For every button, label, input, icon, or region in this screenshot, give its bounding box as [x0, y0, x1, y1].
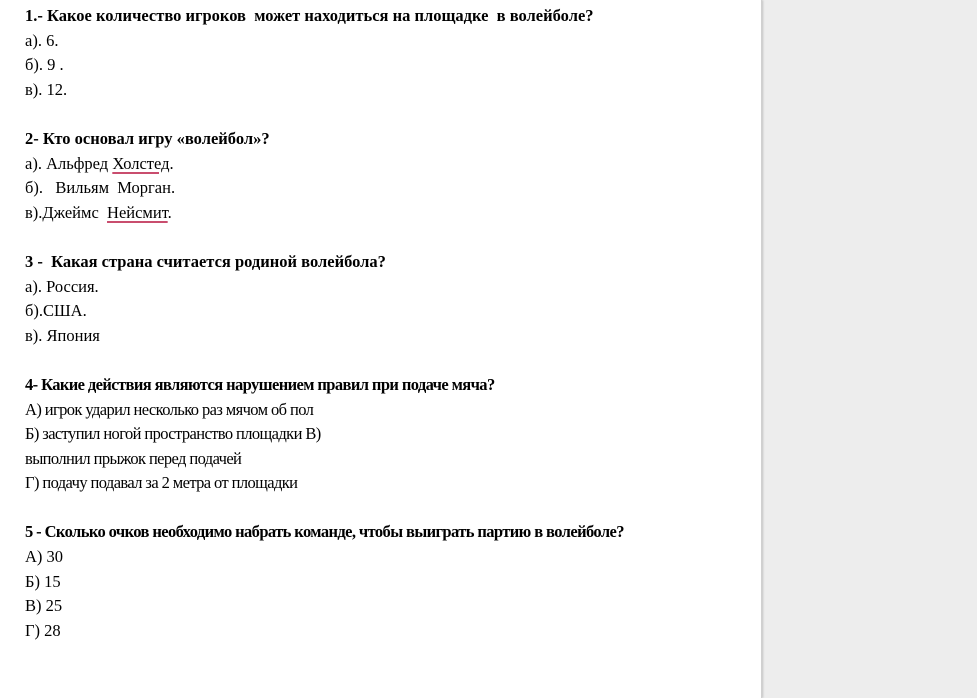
question-2-option-c	[25, 201, 725, 226]
question-2-title: 2- Кто основал игру «волейбол»?	[25, 128, 270, 148]
question-5-option-b: Б) 15	[25, 571, 61, 591]
question-3-option-a: а). Россия.	[25, 276, 99, 296]
option-text: б). Вильям Морган.	[25, 178, 176, 198]
question-4-title: 4- Какие действия являются нарушением правил при подаче мяча?	[25, 374, 495, 394]
question-5-option-c: В) 25	[25, 596, 63, 616]
question-2-option-b	[25, 176, 725, 201]
option-text-suffix: .	[169, 153, 174, 173]
paragraph-spacer	[25, 348, 725, 373]
option-text: в).Джеймс	[25, 202, 108, 222]
document-body	[25, 4, 725, 643]
question-4-option-b-continued: выполнил прыжок перед подачей	[25, 448, 242, 468]
question-4-option-d: Г) подачу подавал за 2 метра от площадки	[25, 473, 298, 493]
option-text: а). Альфред	[25, 153, 113, 173]
question-3-title: 3 - Какая страна считается родиной волейбола?	[25, 251, 386, 271]
question-1-option-c: в). 12.	[25, 79, 68, 99]
paragraph-spacer	[25, 225, 725, 250]
question-2-option-a	[25, 152, 725, 177]
spellcheck-flagged-word[interactable]: Нейсмит	[107, 202, 168, 222]
paragraph-spacer	[25, 102, 725, 127]
option-text-suffix: .	[167, 202, 172, 222]
paragraph-spacer	[25, 496, 725, 521]
question-4-option-a: А) игрок ударил несколько раз мячом об пол	[25, 399, 314, 419]
question-4-option-b: Б) заступил ногой пространство площадки В)	[25, 424, 321, 444]
question-1-option-b: б). 9 .	[25, 55, 64, 75]
question-1-title: 1.- Какое количество игроков может находиться на площадке в волейболе?	[25, 6, 594, 25]
spellcheck-flagged-word[interactable]: Холстед	[112, 153, 170, 173]
question-3-option-c: в). Япония	[25, 325, 100, 345]
question-1-option-a: а). 6.	[25, 30, 59, 50]
question-5-option-d: Г) 28	[25, 620, 61, 640]
question-5-option-a: А) 30	[25, 547, 64, 567]
question-3-option-b: б).США.	[25, 301, 87, 321]
question-5-title: 5 - Сколько очков необходимо набрать команде, чтобы выиграть партию в волейболе?	[25, 522, 624, 542]
